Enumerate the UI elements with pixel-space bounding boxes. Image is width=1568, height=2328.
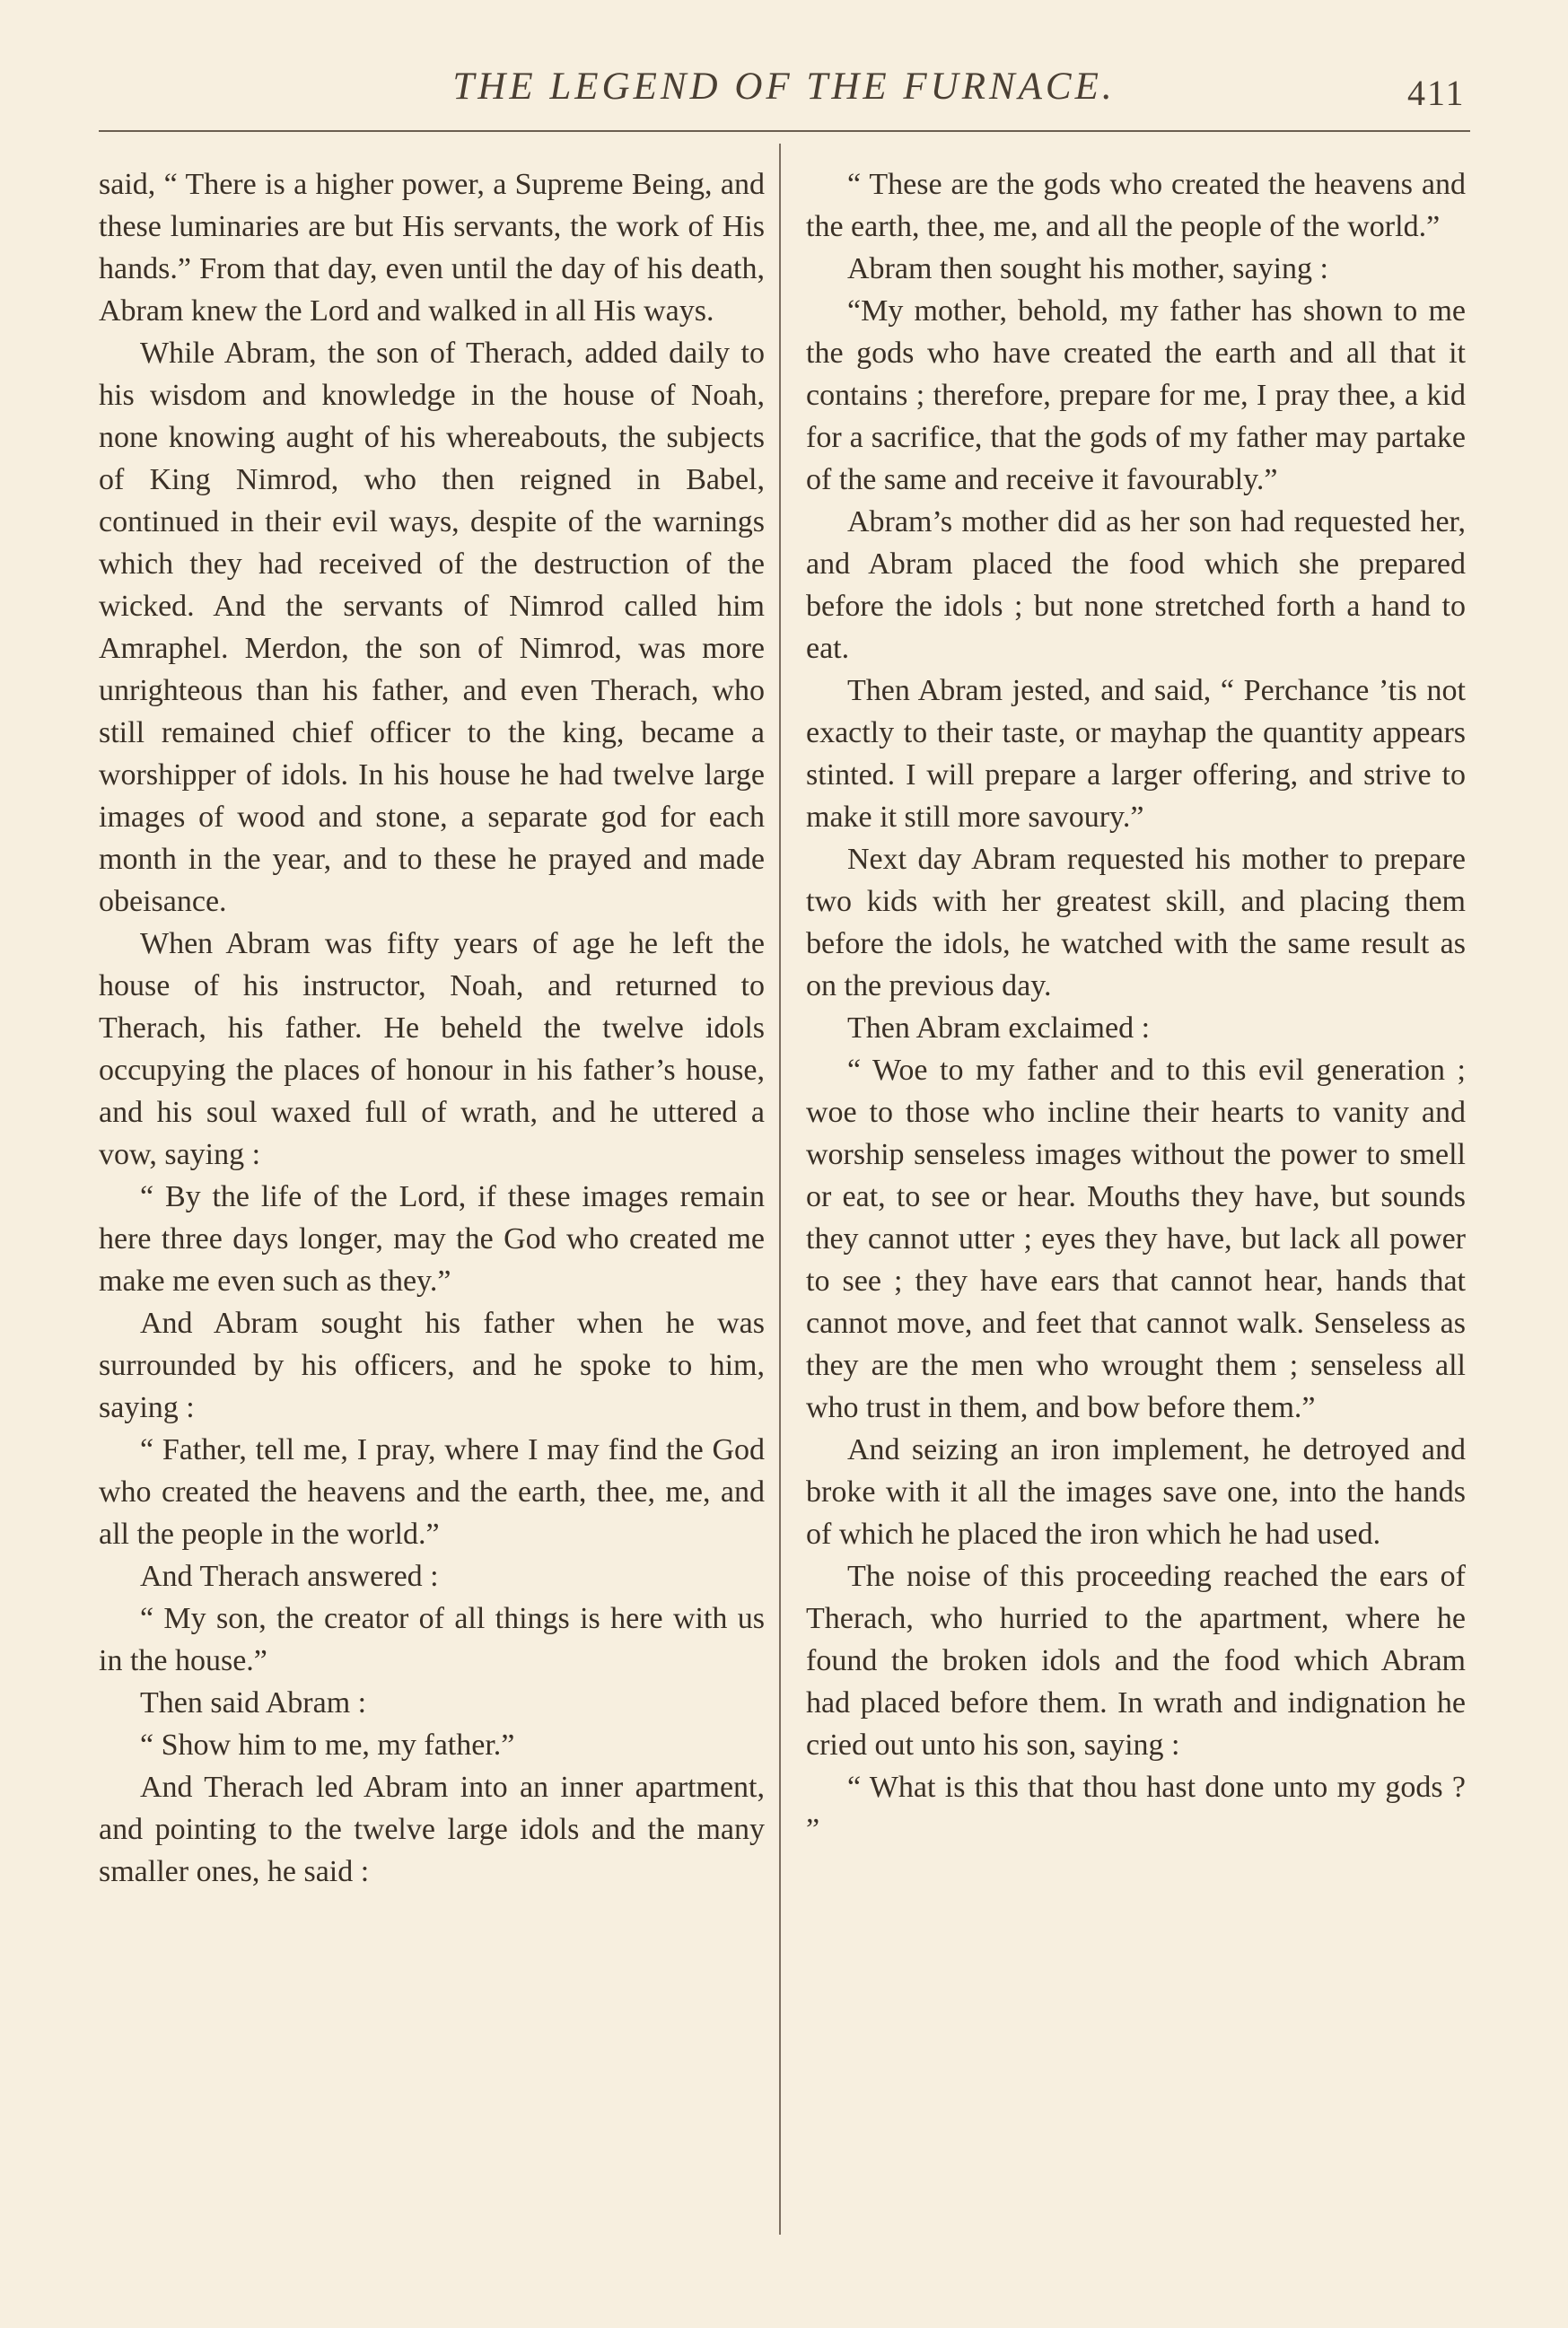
paragraph: “ These are the gods who created the heavens and the earth, thee, me, and all the people of the world.” <box>806 168 1466 243</box>
running-title: THE LEGEND OF THE FURNACE. <box>452 66 1116 108</box>
left-column <box>99 163 765 1893</box>
paragraph: And Therach led Abram into an inner apartment, and pointing to the twelve large idols and the many smaller ones, he said : <box>99 1771 765 1888</box>
paragraph: “ Show him to me, my father.” <box>140 1728 515 1762</box>
paragraph: When Abram was fifty years of age he left the house of his instructor, Noah, and returned to Therach, his father. He beheld the twelve idols occupying the places of honour in his father’s house, and his soul waxed full of wrath, and he uttered a vow, saying : <box>99 927 765 1171</box>
paragraph: The noise of this proceeding reached the ears of Therach, who hurried to the apartment, where he found the broken idols and the food which Abram had placed before them. In wrath and indignation he cried out unto his son, saying : <box>806 1560 1466 1762</box>
paragraph: “ Father, tell me, I pray, where I may find the God who created the heavens and the earth, thee, me, and all the people in the world.” <box>99 1433 765 1551</box>
paragraph: “ Woe to my father and to this evil generation ; woe to those who incline their hearts to vanity and worship senseless images without the power to smell or eat, to see or hear. Mouths they have, but sounds they cannot utter ; eyes they have, but lack all power to see ; they have ears that cannot hear, hands that cannot move, and feet that cannot walk. Senseless as they are the men who wrought them ; senseless all who trust in them, and bow before them.” <box>806 1054 1466 1424</box>
paragraph: Next day Abram requested his mother to prepare two kids with her greatest skill, and placing them before the idols, he watched with the same result as on the previous day. <box>806 843 1466 1002</box>
right-column <box>806 163 1466 1851</box>
paragraph: “My mother, behold, my father has shown to me the gods who have created the earth and all that it contains ; therefore, prepare for me, I pray thee, a kid for a sacrifice, that the gods of my father may partake of the same and receive it favourably.” <box>806 294 1466 496</box>
paragraph: Abram’s mother did as her son had requested her, and Abram placed the food which she prepared before the idols ; but none stretched forth a hand to eat. <box>806 505 1466 665</box>
header-rule <box>99 130 1470 132</box>
page-number: 411 <box>1407 73 1466 113</box>
paragraph: And seizing an iron implement, he detroyed and broke with it all the images save one, into the hands of which he placed the iron which he had used. <box>806 1433 1466 1551</box>
paragraph: Then Abram exclaimed : <box>847 1011 1151 1045</box>
paragraph: And Therach answered : <box>140 1560 439 1593</box>
paragraph: Then Abram jested, and said, “ Perchance ’tis not exactly to their taste, or mayhap the quantity appears stinted. I will prepare a larger offering, and strive to make it still more savoury.” <box>806 674 1466 834</box>
paragraph: “ What is this that thou hast done unto my gods ? ” <box>806 1771 1466 1846</box>
paragraph: And Abram sought his father when he was surrounded by his officers, and he spoke to him, saying : <box>99 1307 765 1424</box>
paragraph: “ My son, the creator of all things is here with us in the house.” <box>99 1602 765 1677</box>
paragraph: Abram then sought his mother, saying : <box>847 252 1328 285</box>
paragraph: While Abram, the son of Therach, added daily to his wisdom and knowledge in the house of Noah, none knowing aught of his whereabouts, the subjects of King Nimrod, who then reigned in Babel, continued in their evil ways, despite of the warnings which they had received of the destruction of the wicked. And the servants of Nimrod called him Amraphel. Merdon, the son of Nimrod, was more unrighteous than his father, and even Therach, who still remained chief officer to the king, became a worshipper of idols. In his house he had twelve large images of wood and stone, a separate god for each month in the year, and to these he prayed and made obeisance. <box>99 337 765 918</box>
column-divider <box>779 144 781 2235</box>
paragraph: said, “ There is a higher power, a Supreme Being, and these luminaries are but His servants, the work of His hands.” From that day, even until the day of his death, Abram knew the Lord and walked in all His ways. <box>99 168 765 328</box>
paragraph: Then said Abram : <box>140 1686 367 1720</box>
paragraph: “ By the life of the Lord, if these images remain here three days longer, may the God who created me make me even such as they.” <box>99 1180 765 1298</box>
